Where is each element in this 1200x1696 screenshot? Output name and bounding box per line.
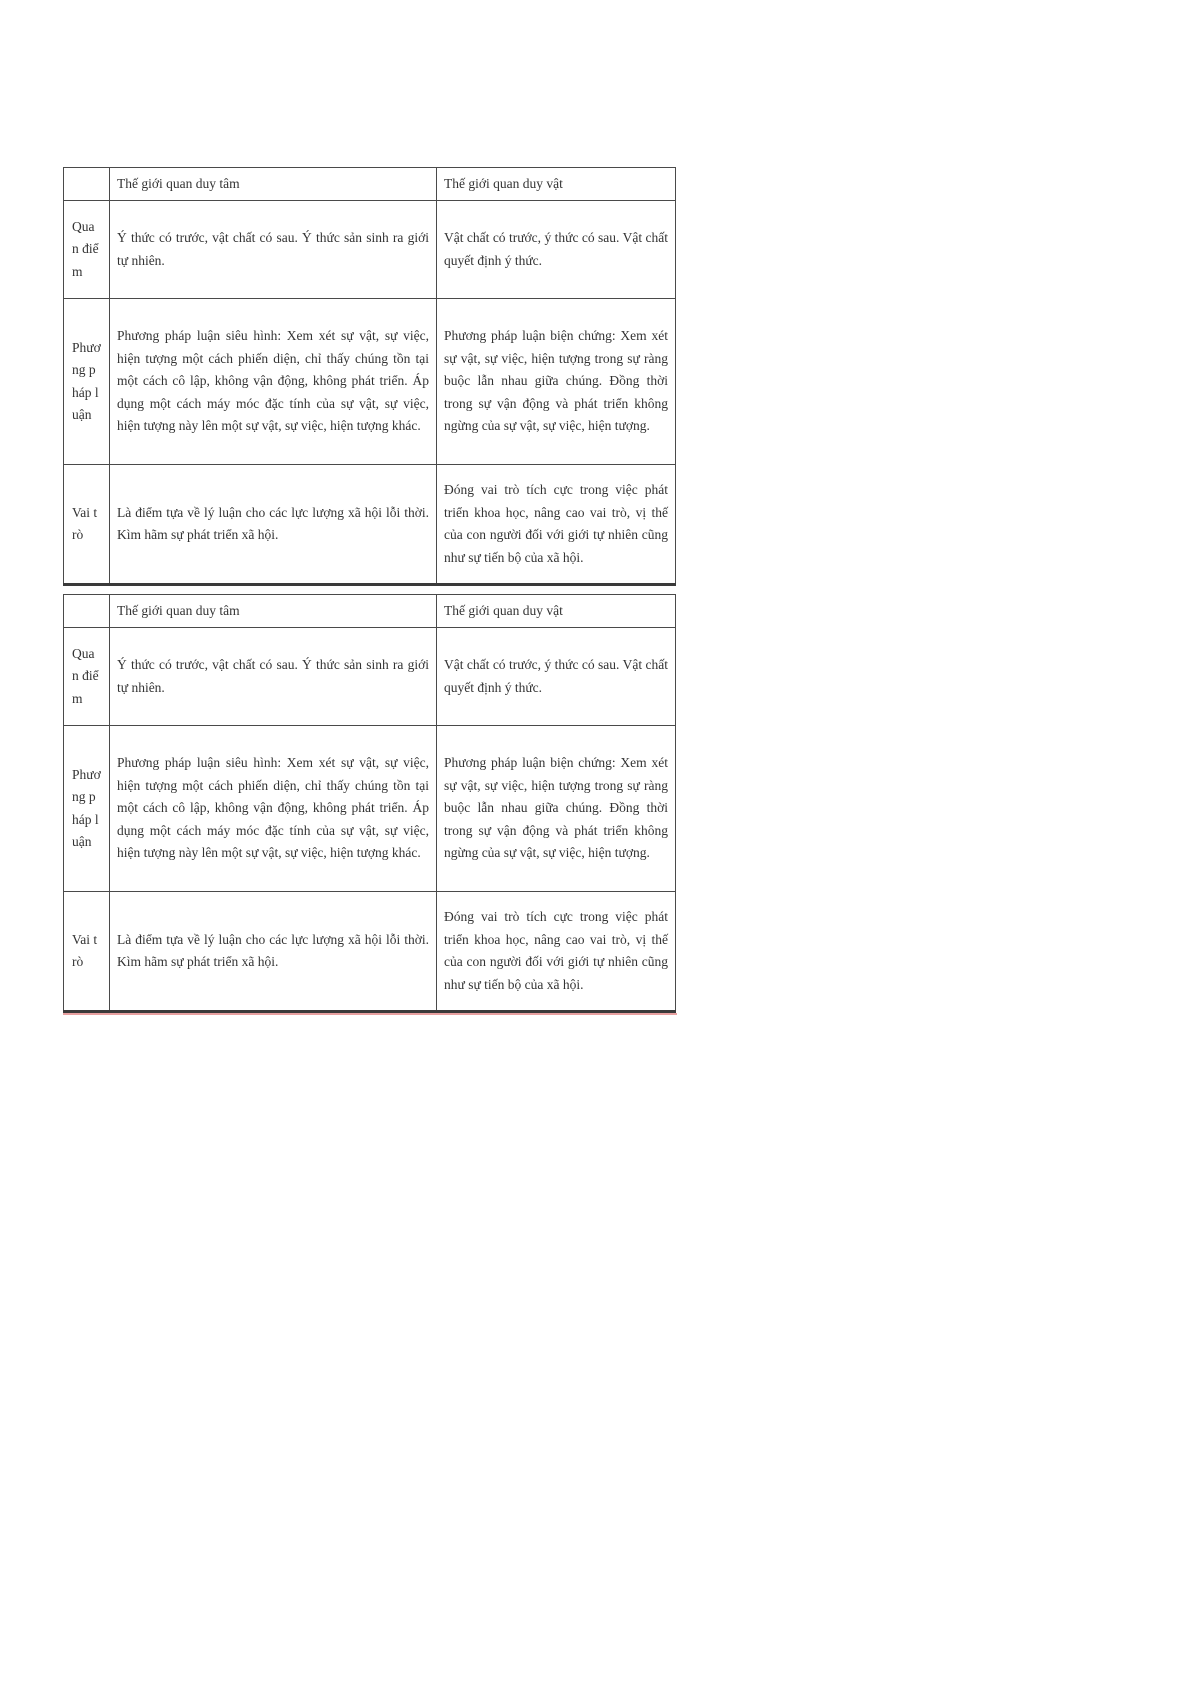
table-header-row [64,168,676,201]
idealism-cell: Phương pháp luận siêu hình: Xem xét sự vật, sự việc, hiện tượng một cách phiến diện, chỉ thấy chúng tồn tại một cách cô lập, không vận động, không phát triển. Áp dụng một cách máy móc đặc tính của sự vật, sự việc, hiện tượng này lên một sự vật, sự việc, hiện tượng khác. [110,299,437,465]
row-label: Phương pháp luận [64,726,110,892]
idealism-cell: Phương pháp luận siêu hình: Xem xét sự vật, sự việc, hiện tượng một cách phiến diện, chỉ thấy chúng tồn tại một cách cô lập, không vận động, không phát triển. Áp dụng một cách máy móc đặc tính của sự vật, sự việc, hiện tượng này lên một sự vật, sự việc, hiện tượng khác. [110,726,437,892]
idealism-cell: Là điểm tựa về lý luận cho các lực lượng xã hội lỗi thời. Kìm hãm sự phát triển xã hội. [110,892,437,1012]
header-idealism: Thế giới quan duy tâm [110,595,437,628]
header-materialism: Thế giới quan duy vật [437,168,676,201]
materialism-cell: Đóng vai trò tích cực trong việc phát triển khoa học, nâng cao vai trò, vị thế của con người đối với giới tự nhiên cũng như sự tiến bộ của xã hội. [437,892,676,1012]
header-corner-cell [64,168,110,201]
table-row [64,892,676,1012]
materialism-cell: Vật chất có trước, ý thức có sau. Vật chất quyết định ý thức. [437,628,676,726]
comparison-table [63,167,676,586]
table-row [64,299,676,465]
materialism-cell: Phương pháp luận biện chứng: Xem xét sự vật, sự việc, hiện tượng trong sự ràng buộc lẫn nhau giữa chúng. Đồng thời trong sự vận động và phát triển không ngừng của sự vật, sự việc, hiện tượng. [437,726,676,892]
table-header-row [64,595,676,628]
header-corner-cell [64,595,110,628]
idealism-cell: Ý thức có trước, vật chất có sau. Ý thức sản sinh ra giới tự nhiên. [110,628,437,726]
table-row [64,201,676,299]
row-label: Phương pháp luận [64,299,110,465]
materialism-cell: Vật chất có trước, ý thức có sau. Vật chất quyết định ý thức. [437,201,676,299]
idealism-cell: Là điểm tựa về lý luận cho các lực lượng xã hội lỗi thời. Kìm hãm sự phát triển xã hội. [110,465,437,585]
idealism-cell: Ý thức có trước, vật chất có sau. Ý thức sản sinh ra giới tự nhiên. [110,201,437,299]
header-idealism: Thế giới quan duy tâm [110,168,437,201]
comparison-table [63,594,676,1013]
table-row [64,465,676,585]
row-label: Vai trò [64,892,110,1012]
materialism-cell: Đóng vai trò tích cực trong việc phát triển khoa học, nâng cao vai trò, vị thế của con người đối với giới tự nhiên cũng như sự tiến bộ của xã hội. [437,465,676,585]
materialism-cell: Phương pháp luận biện chứng: Xem xét sự vật, sự việc, hiện tượng trong sự ràng buộc lẫn nhau giữa chúng. Đồng thời trong sự vận động và phát triển không ngừng của sự vật, sự việc, hiện tượng. [437,299,676,465]
header-materialism: Thế giới quan duy vật [437,595,676,628]
table-bottom-rule [63,1013,677,1015]
row-label: Quan điểm [64,201,110,299]
row-label: Quan điểm [64,628,110,726]
table-row [64,628,676,726]
row-label: Vai trò [64,465,110,585]
table-row [64,726,676,892]
